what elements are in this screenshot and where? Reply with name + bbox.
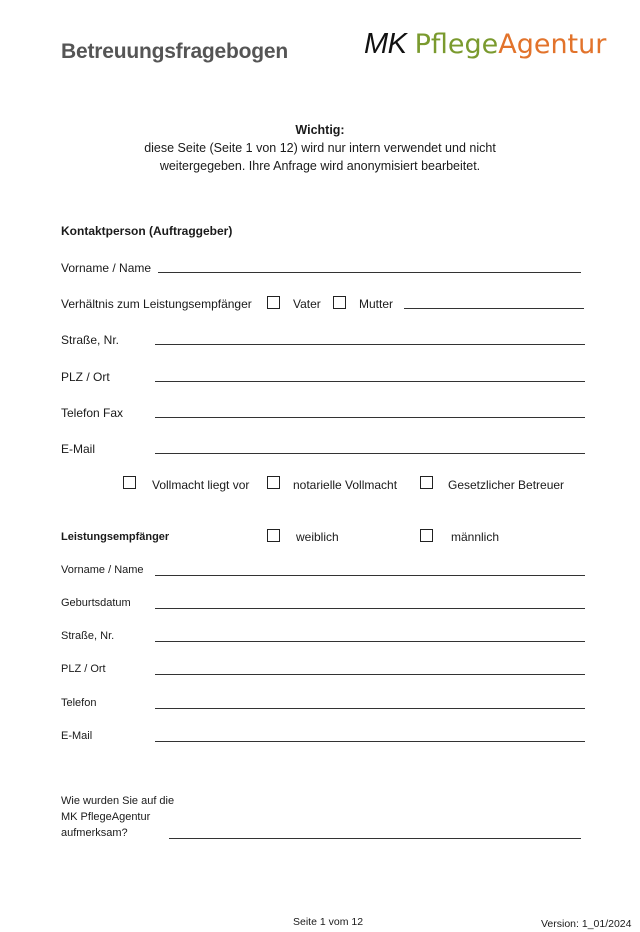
page-number: Seite 1 vom 12 [293, 916, 364, 928]
contact-zip-label: PLZ / Ort [61, 370, 110, 384]
authority-vollmacht-checkbox[interactable] [123, 476, 136, 489]
contact-street-label: Straße, Nr. [61, 333, 120, 347]
recipient-email-field[interactable] [155, 741, 585, 742]
logo-mk: MK [364, 28, 407, 60]
notice-line-1: diese Seite (Seite 1 von 12) wird nur intern verwendet und nicht [144, 141, 496, 155]
relation-other-field[interactable] [404, 308, 584, 309]
gender-maennlich-checkbox[interactable] [420, 529, 433, 542]
relation-vater-label: Vater [293, 297, 321, 311]
recipient-name-field[interactable] [155, 575, 585, 576]
authority-betreuer-checkbox[interactable] [420, 476, 433, 489]
referral-question-line-3: aufmerksam? [61, 827, 128, 839]
referral-question-line-1: Wie wurden Sie auf die [61, 795, 175, 807]
recipient-street-field[interactable] [155, 641, 585, 642]
relation-mutter-label: Mutter [359, 297, 394, 311]
contact-street-field[interactable] [155, 344, 585, 345]
page-title: Betreuungsfragebogen [61, 40, 289, 63]
gender-weiblich-checkbox[interactable] [267, 529, 280, 542]
contact-phone-label: Telefon Fax [61, 406, 124, 420]
contact-zip-field[interactable] [155, 381, 585, 382]
contact-section-heading: Kontaktperson (Auftraggeber) [61, 224, 233, 238]
contact-email-label: E-Mail [61, 442, 96, 456]
contact-name-label: Vorname / Name [61, 261, 152, 275]
contact-email-field[interactable] [155, 453, 585, 454]
recipient-phone-field[interactable] [155, 708, 585, 709]
recipient-name-label: Vorname / Name [61, 564, 144, 576]
referral-answer-field[interactable] [169, 838, 581, 839]
logo-agentur: Agentur [498, 29, 607, 60]
recipient-phone-label: Telefon [61, 697, 97, 709]
notice-heading: Wichtig: [295, 123, 345, 137]
contact-phone-field[interactable] [155, 417, 585, 418]
recipient-street-label: Straße, Nr. [61, 630, 115, 642]
gender-maennlich-label: männlich [451, 530, 500, 544]
notice-line-2: weitergegeben. Ihre Anfrage wird anonymisiert bearbeitet. [159, 159, 481, 173]
recipient-zip-label: PLZ / Ort [61, 663, 106, 675]
recipient-birth-field[interactable] [155, 608, 585, 609]
authority-notariell-label: notarielle Vollmacht [293, 478, 398, 492]
authority-notariell-checkbox[interactable] [267, 476, 280, 489]
gender-weiblich-label: weiblich [296, 530, 339, 544]
recipient-birth-label: Geburtsdatum [61, 597, 131, 609]
recipient-section-heading: Leistungsempfänger [61, 531, 170, 543]
relation-vater-checkbox[interactable] [267, 296, 280, 309]
version-label: Version: 1_01/2024 [541, 918, 632, 930]
logo-pflege: Pflege [414, 29, 499, 60]
contact-relation-label: Verhältnis zum Leistungsempfänger [61, 297, 252, 311]
authority-betreuer-label: Gesetzlicher Betreuer [448, 478, 565, 492]
authority-vollmacht-label: Vollmacht liegt vor [152, 478, 250, 492]
relation-mutter-checkbox[interactable] [333, 296, 346, 309]
referral-question-line-2: MK PflegeAgentur [61, 811, 151, 823]
company-logo [364, 28, 606, 61]
contact-name-field[interactable] [158, 272, 581, 273]
recipient-email-label: E-Mail [61, 730, 93, 742]
recipient-zip-field[interactable] [155, 674, 585, 675]
